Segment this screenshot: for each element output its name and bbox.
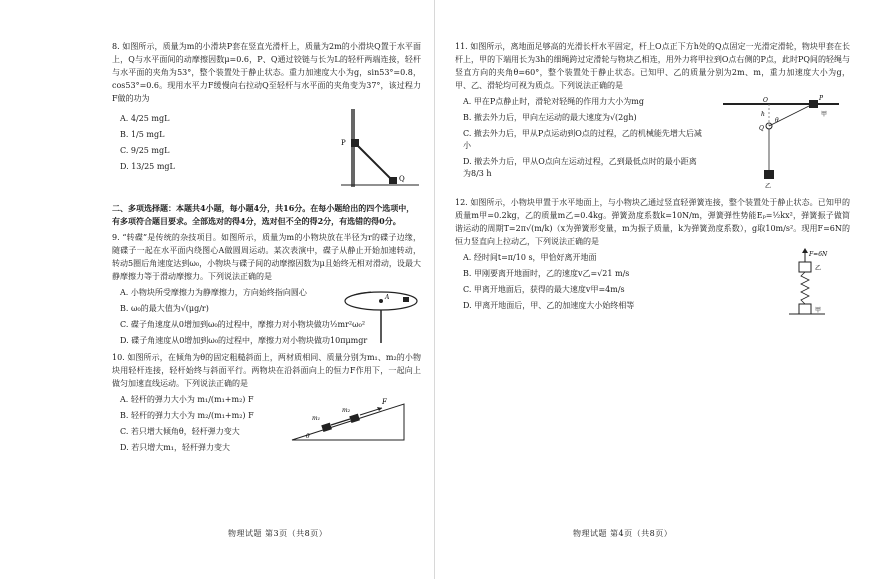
label-p: P [341,139,347,147]
question-9 [112,231,421,347]
q10-option-c: C. 若只增大倾角θ，轻杆弹力变大 [120,427,240,436]
q12-stem: 12. 如图所示，小物块甲置于水平地面上，与小物块乙通过竖直轻弹簧连接，整个装置处于静止状态。已知甲的质量m甲=0.2kg，乙的质量m乙=0.4kg。弹簧劲度系数k=10N/m，弹簧弹性势能Eₚ=½kx²，弹簧振子做简谐运动的周期T=2π√(m/k)（x为弹簧形变量，m为振子质量，k为弹簧劲度系数），g取10m/s²。现用F=6N的恒力竖直向上拉动乙，下列说法正确的是 [455,198,850,246]
label-yi: 乙 [815,265,822,272]
label-f: F [382,398,387,406]
q10-figure [282,390,412,446]
label-jia: 甲 [815,307,822,314]
label-h: h [761,111,765,118]
block-m1 [321,423,332,432]
q11-option-c: C. 撤去外力后，甲从P点运动到O点的过程，乙的机械能先增大后减小 [463,129,702,150]
q9-option-a: A. 小物块所受摩擦力为静摩擦力，方向始终指向圆心 [120,288,307,297]
q8-option-a: A. 4/25 mgL [120,114,170,123]
q10-stem: 10. 如图所示，在倾角为θ的固定粗糙斜面上，两材质相同、质量分别为m₁、m₂的小物块用轻杆连接，轻杆始终与斜面平行。两物块在沿斜面向上的恒力F作用下，一起向上做匀加速直线运动。下列说法正确的是 [112,353,421,388]
block-jia [809,100,818,108]
label-yi: 乙 [765,183,772,190]
q8-figure [301,109,421,197]
q10-option-a: A. 轻杆的弹力大小为 m₁/(m₁+m₂) F [120,395,254,404]
slider-p [351,139,359,147]
label-q: Q [759,125,764,132]
q11-stem: 11. 如图所示，离地面足够高的光滑长杆水平固定，杆上O点正下方h处的Q点固定一光滑定滑轮，物块甲套在长杆上，甲的下端用长为3h的细绳跨过定滑轮与物块乙相连，用外力将甲拉到O点右侧的P点，此时PQ间的轻绳与竖直方向的夹角θ=60°，整个装置处于静止状态。已知甲、乙的质量分别为2m、m，重力加速度大小为g，甲、乙、滑轮均可视为质点。下列说法正确的是 [455,42,850,90]
rotation-arrow [349,292,371,297]
q12-option-b: B. 甲刚要离开地面时，乙的速度v乙=√21 m/s [463,269,630,278]
q8-option-d: D. 13/25 mgL [120,162,175,171]
label-q: Q [399,175,406,183]
label-theta: θ [775,117,779,124]
question-12 [455,196,850,326]
block-jia [799,304,811,314]
q12-option-d: D. 甲离开地面后，甲、乙的加速度大小始终相等 [463,301,635,310]
q8-option-b: B. 1/5 mgL [120,130,165,139]
question-8 [112,40,421,197]
question-11 [455,40,850,192]
force-arrowhead [802,248,808,253]
block-yi [799,262,811,272]
block-yi [764,170,774,179]
q11-option-b: B. 撤去外力后，甲向左运动的最大速度为√(2gh) [463,113,637,122]
label-a: A [385,294,390,301]
q11-figure [703,92,843,192]
label-o: O [763,97,768,104]
vertical-rod [351,109,355,187]
q10-option-b: B. 轻杆的弹力大小为 m₂/(m₁+m₂) F [120,411,254,420]
right-footer: 物理试题 第4页（共8页） [573,529,673,538]
q9-option-d: D. 碟子角速度从0增加到ω₀的过程中，摩擦力对小物块做功10πμmgr [120,336,368,345]
q12-figure [785,248,845,326]
left-footer: 物理试题 第3页（共8页） [228,529,328,538]
label-m1: m₁ [312,415,321,422]
q9-figure [341,287,421,345]
block-on-plate [403,297,409,302]
section-2-header: 二、多项选择题：本题共4小题，每小题4分，共16分。在每小题给出的四个选项中，有多项符合题目要求。全部选对的得4分，选对但不全的得2分，有选错的得0分。 [112,203,415,226]
label-m2: m₂ [342,407,351,414]
label-force: F=6N [809,251,828,258]
label-jia: 甲 [821,111,828,118]
q12-option-c: C. 甲离开地面后，获得的最大速度v甲=4m/s [463,285,625,294]
q9-option-b: B. ω₀的最大值为√(μg/r) [120,304,209,313]
q8-option-c: C. 9/25 mgL [120,146,170,155]
q10-option-d: D. 若只增大m₁，轻杆弹力变大 [120,443,231,452]
label-theta: θ [306,433,310,440]
right-page [435,0,870,579]
question-10 [112,351,421,458]
q8-stem: 8. 如图所示，质量为m的小滑块P套在竖直光滑杆上，质量为2m的小滑块Q置于水平面上，Q与水平面间的动摩擦因数μ=0.6，P、Q通过铰链与长为L的轻杆两端连接，轻杆与水平面的夹角为53°，整个装置处于静止状态。重力加速度大小为g，sin53°=0.8，cos53°=0.6。现用水平力F缓慢向右拉动Q至轻杆与水平面的夹角变为37°，该过程力F做的功为 [112,42,421,103]
q9-option-c: C. 碟子角速度从0增加到ω₀的过程中，摩擦力对小物块做功½mr²ω₀² [120,320,366,329]
q11-option-a: A. 甲在P点静止时，滑轮对轻绳的作用力大小为mg [463,97,644,106]
slider-q [389,177,397,184]
block-m2 [349,414,360,423]
light-rod [355,143,393,181]
q11-option-d: D. 撤去外力后，甲从O点向左运动过程，乙到最低点时的最小距离为8/3 h [463,157,697,178]
q9-stem: 9. “转碟”是传统的杂技项目。如图所示，质量为m的小物块放在半径为r的碟子边缘，随碟子一起在水平面内绕图心A做圆周运动。某次表演中，碟子从静止开始加速转动，转动5圈后角速度达到ω₀，小物块与碟子间的动摩擦因数为μ且始终无相对滑动，设最大静摩擦力等于滑动摩擦力。下列说法正确的是 [112,233,421,281]
q12-option-a: A. 经时间t=π/10 s，甲恰好离开地面 [463,253,597,262]
label-p: P [819,95,824,102]
center-dot [379,299,383,303]
spring [801,272,809,304]
